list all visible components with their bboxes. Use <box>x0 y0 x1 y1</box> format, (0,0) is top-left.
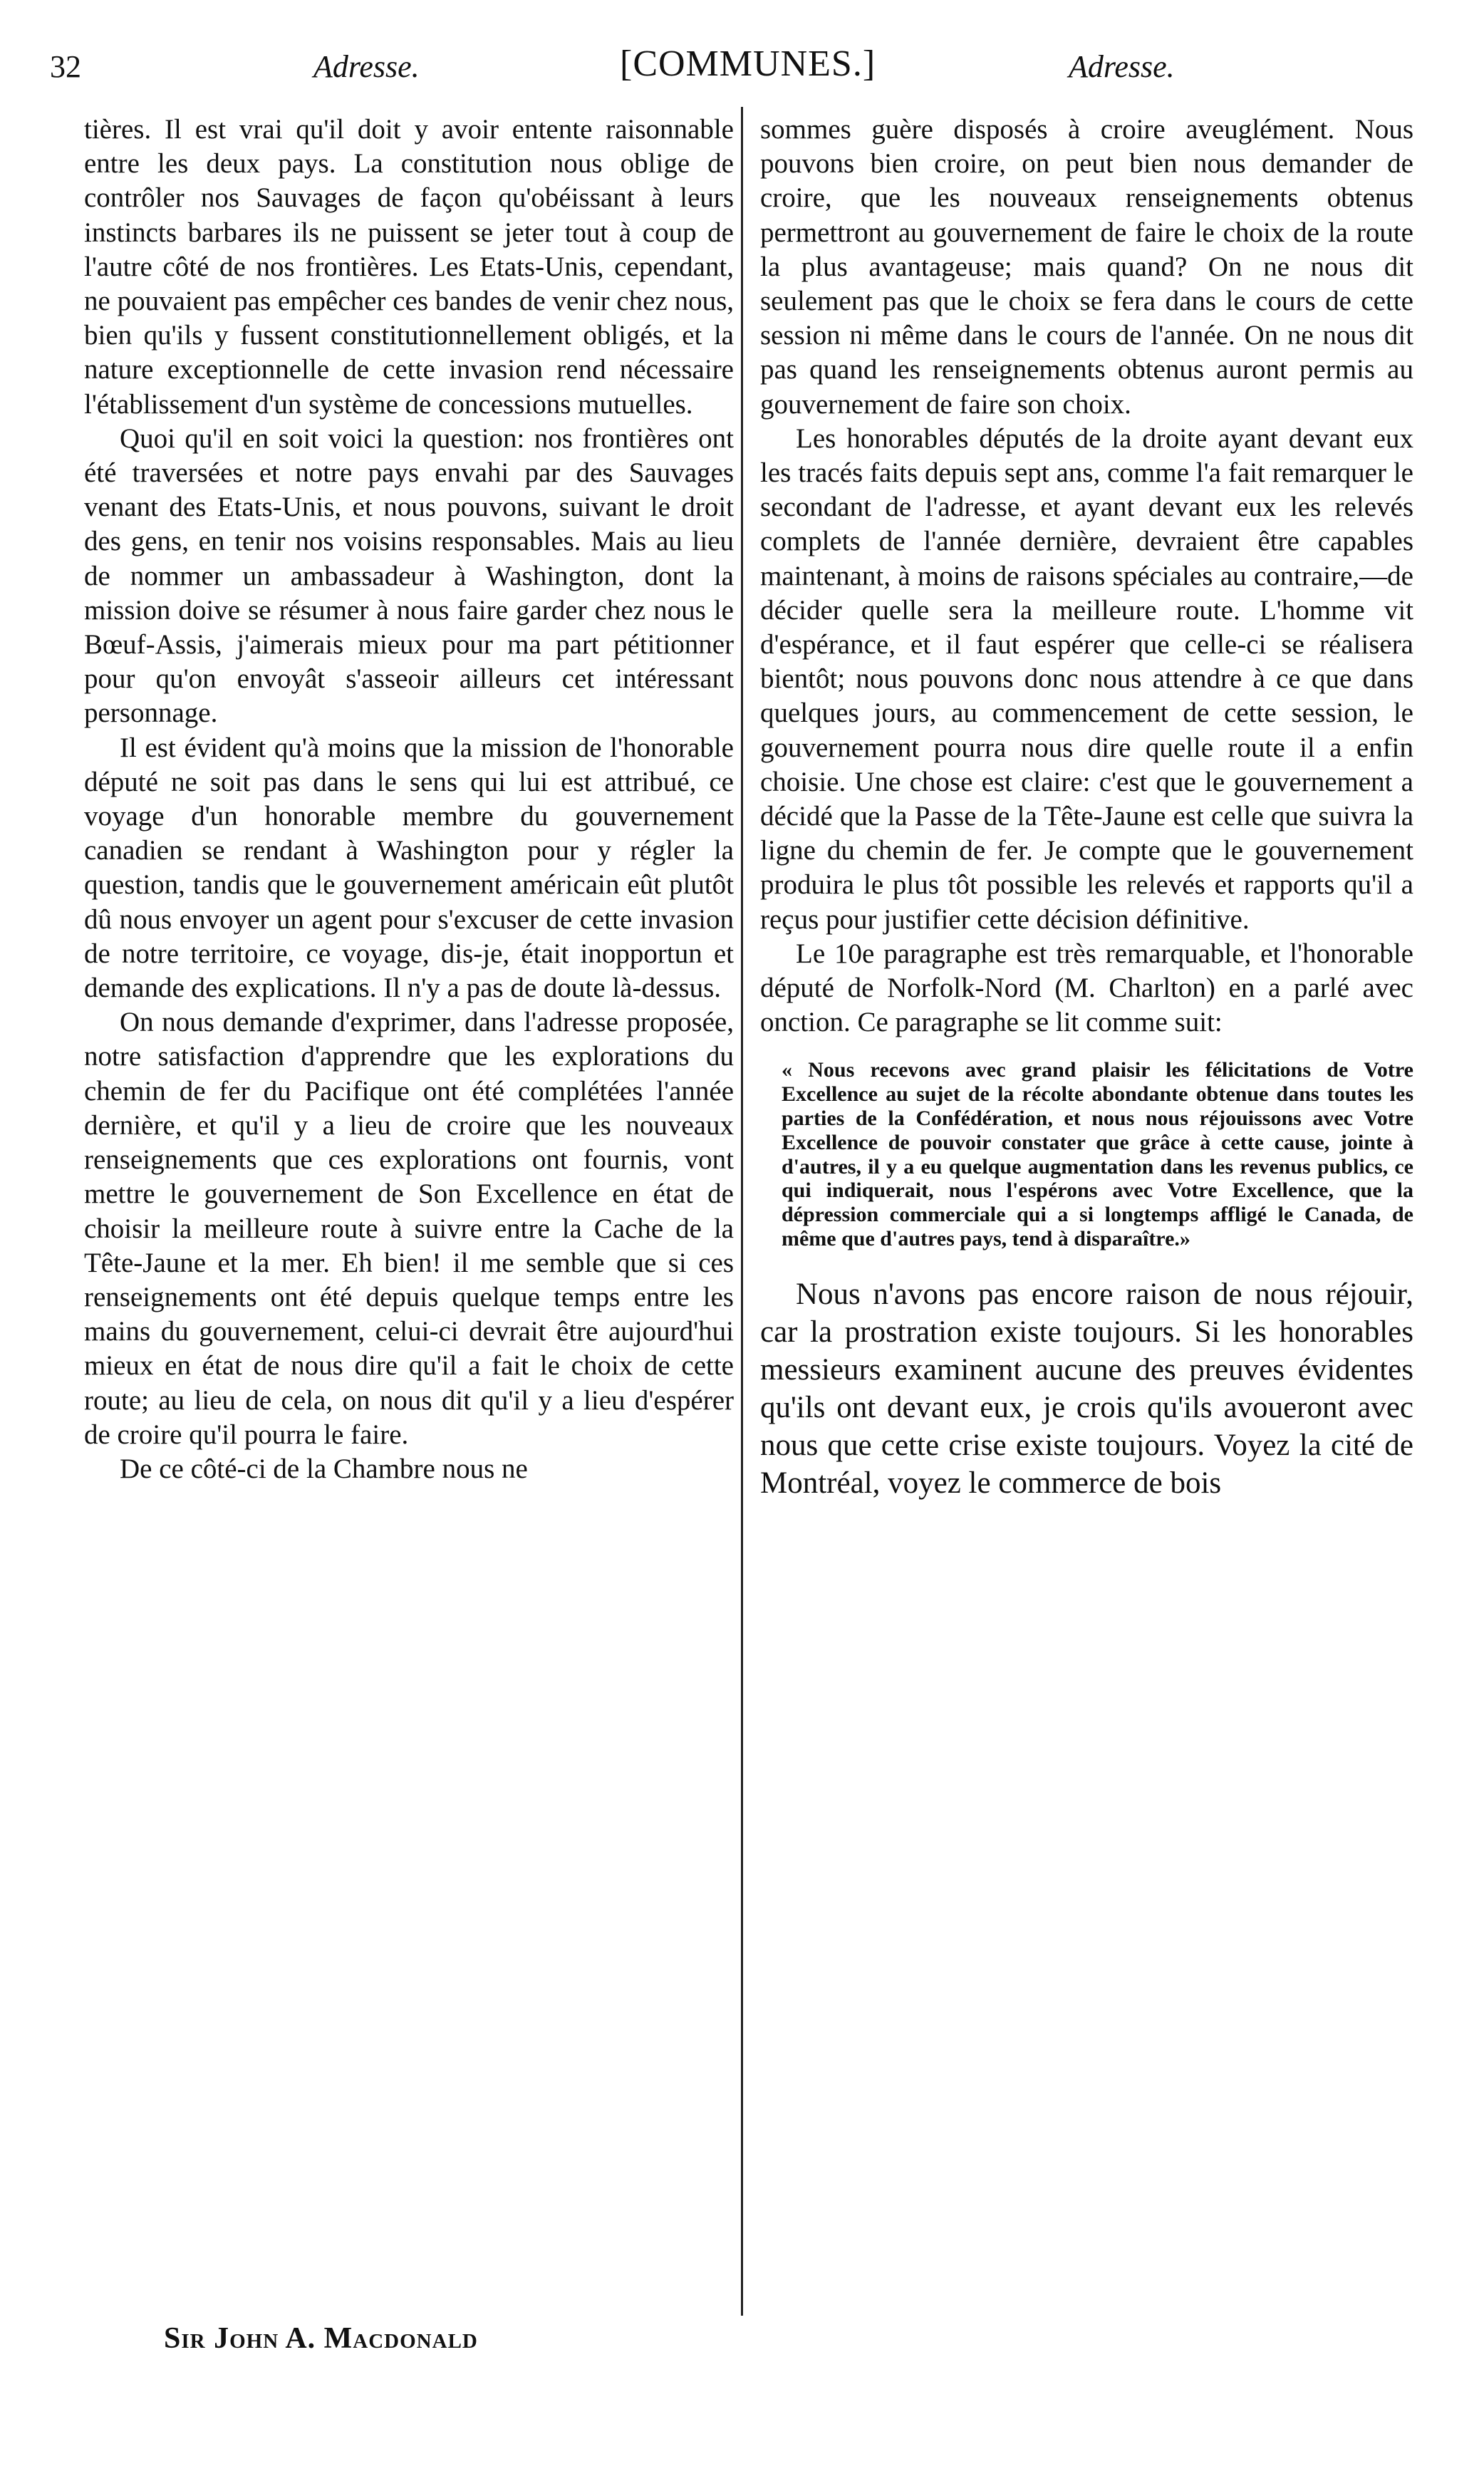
left-paragraph-2: Quoi qu'il en soit voici la question: nos frontières ont été traversées et notre pays envahi par des Sauvages venant des Etats-Unis, et nous pouvons, suivant le droit des gens, en tenir nos voisins responsables. Mais au lieu de nommer un ambassadeur à Washington, dont la mission doive se résumer à nous faire garder chez nous le Bœuf-Assis, j'aimerais mieux pour ma part pétitionner pour qu'on envoyât s'asseoir ailleurs cet intéressant personnage. <box>84 423 734 729</box>
right-paragraph-2: Les honorables députés de la droite ayant devant eux les tracés faits depuis sept ans, comme l'a fait remarquer le secondant de l'adresse, et ayant devant eux les relevés complets de l'année dernière, devraient être capables maintenant, à moins de raisons spéciales au contraire,—de décider quelle sera la meilleure route. L'homme vit d'espérance, et il faut espérer que celle-ci se réalisera bientôt; nous pouvons donc nous attendre à ce que dans quelques jours, au commencement de cette session, le gouvernement pourra nous dire quelle route il a enfin choisie. Une chose est claire: c'est que le gouvernement a décidé que la Passe de la Tête-Jaune est celle que suivra la ligne du chemin de fer. Je compte que le gouvernement produira le plus tôt possible les relevés et rapports qu'il a reçus pour justifier cette décision définitive. <box>760 423 1413 935</box>
column-divider <box>741 107 743 2316</box>
left-paragraph-3: Il est évident qu'à moins que la mission de l'honorable député ne soit pas dans le sens qui lui est attribué, ce voyage d'un honorable membre du gouvernement canadien se rendant à Washington pour y régler la question, tandis que le gouvernement américain eût plutôt dû nous envoyer un agent pour s'excuser de cette invasion de notre territoire, ce voyage, dis-je, était inopportun et demande des explications. Il n'y a pas de doute là-dessus. <box>84 732 734 1004</box>
left-paragraph-4: On nous demande d'exprimer, dans l'adresse proposée, notre satisfaction d'apprendre que les explorations du chemin de fer du Pacifique ont été complétées l'année dernière, et qu'il y a lieu de croire que les nouveaux renseignements que ces explorations ont fournis, vont mettre le gouvernement de Son Excellence en état de choisir la meilleure route à suivre entre la Cache de la Tête-Jaune et la mer. Eh bien! il me semble que si ces renseignements ont été depuis quelque temps entre les mains du gouvernement, celui-ci devrait être aujourd'hui mieux en état de nous dire qu'il a fait le choix de cette route; au lieu de cela, on nous dit qu'il y a lieu d'espérer de croire qu'il pourra le faire. <box>84 1007 734 1450</box>
running-head-left: Adresse. <box>313 49 420 84</box>
block-quote: « Nous recevons avec grand plaisir les félicitations de Votre Excellence au sujet de la récolte abondante obtenue dans toutes les parties de la Confédération, et nous nous réjouissons avec Votre Excellence de pouvoir constater que grâce à cette cause, jointe à d'autres, il y a eu quelque augmentation dans les revenus publics, ce qui indiquerait, nous l'espérons avec Votre Excellence, que la dépression commerciale qui a si longtemps affligé le Canada, de même que d'autres pays, tend à disparaître.» <box>782 1058 1413 1251</box>
section-title: [COMMUNES.] <box>620 43 876 84</box>
page-number: 32 <box>50 49 81 84</box>
running-head-right: Adresse. <box>1069 49 1175 84</box>
right-column <box>760 113 1413 1502</box>
left-paragraph-5: De ce côté-ci de la Chambre nous ne <box>120 1453 528 1484</box>
right-paragraph-1: sommes guère disposés à croire aveuglément. Nous pouvons bien croire, on peut bien nous demander de croire, que les nouveaux renseignements obtenus permettront au gouvernement de faire le choix de la route la plus avantageuse; mais quand? On ne nous dit seulement pas que le choix se fera dans le cours de cette session ni même dans le cours de l'année. On ne nous dit pas quand les renseignements obtenus auront permis au gouvernement de faire son choix. <box>760 114 1413 420</box>
left-paragraph-1: tières. Il est vrai qu'il doit y avoir entente raisonnable entre les deux pays. La constitution nous oblige de contrôler nos Sauvages de façon qu'obéissant à leurs instincts barbares ils ne puissent se jeter tout à coup de l'autre côté de nos frontières. Les Etats-Unis, cependant, ne pouvaient pas empêcher ces bandes de venir chez nous, bien qu'ils y fussent constitutionnellement obligés, et la nature exceptionnelle de cette invasion rend nécessaire l'établissement d'un système de concessions mutuelles. <box>84 114 734 420</box>
page-header <box>50 43 1418 107</box>
right-paragraph-3: Le 10e paragraphe est très remarquable, et l'honorable député de Norfolk-Nord (M. Charlton) en a parlé avec onction. Ce paragraphe se lit comme suit: <box>760 938 1413 1038</box>
left-column <box>84 113 734 1486</box>
speaker-name: Sir John A. Macdonald <box>164 2322 478 2355</box>
right-paragraph-4: Nous n'avons pas encore raison de nous réjouir, car la prostration existe toujours. Si les honorables messieurs examinent aucune des preuves évidentes qu'ils ont devant eux, je crois qu'ils avoueront avec nous que cette crise existe toujours. Voyez la cité de Montréal, voyez le commerce de bois <box>760 1277 1413 1500</box>
